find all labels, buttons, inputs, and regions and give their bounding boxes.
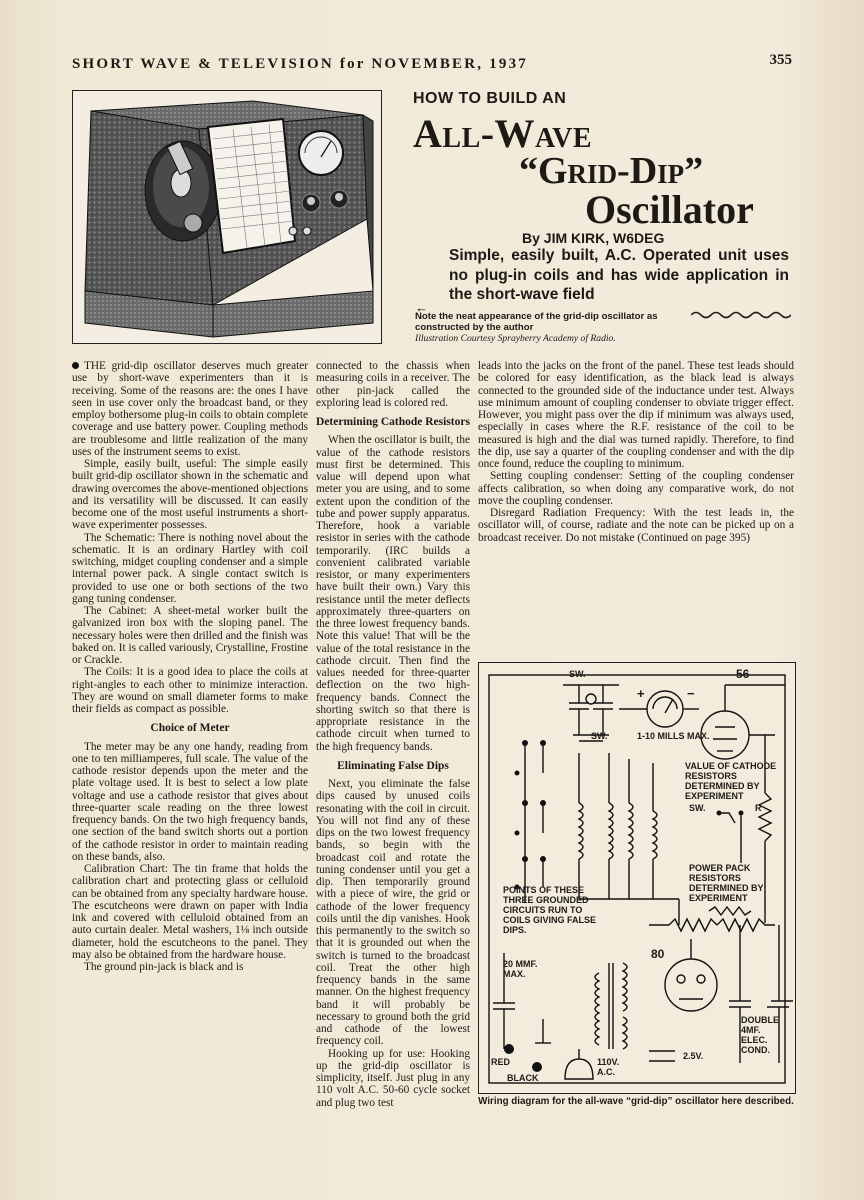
label-meter: 1-10 MILLS MAX. [637, 731, 710, 741]
title-line-3: Oscillator [585, 187, 754, 232]
column-3 [478, 360, 794, 544]
paragraph: The meter may be any one handy, reading from one to ten milliamperes, full scale. The value of the cathode resistor depends upon the meter and the plate voltage used. It is best to select a low plate voltage and use a cathode resistor that gives about three-quarter scale reading on the three lowest frequency bands. On the two high frequency bands, one section of the band switch shorts out a portion of the cathode resistor in order to maintain reading on these bands, also. [72, 740, 308, 863]
paragraph: Disregard Radiation Frequency: With the test leads in, the oscillator will, of course, radiate and the note can be picked up on a broadcast receiver. Do not mistake (Continued on page 395) [478, 507, 794, 544]
title-line-2: “Grid-Dip” [519, 150, 704, 192]
left-arrow-icon: ← [415, 300, 428, 315]
label-resistor-r: R [755, 803, 762, 813]
label-switch-top: SW. [569, 669, 586, 679]
column-2 [316, 360, 470, 1109]
photo-caption: Note the neat appearance of the grid-dip oscillator as constructed by the author [415, 311, 658, 333]
running-head: SHORT WAVE & TELEVISION for NOVEMBER, 1937 [72, 56, 528, 72]
paragraph: Simple, easily built, useful: The simple easily built grid-dip oscillator shown in the schematic and drawing overcomes the above-mentioned objections and its versatility will be discussed. It can easily become one of the most useful instruments a short-wave experimenter possesses. [72, 458, 308, 532]
paragraph: Next, you eliminate the false dips caused by unused coils resonating with the coil in circuit. You will not find any of these dips on the two lowest frequency bands, so begin with the broadcast coil and rotate the tuning condenser until you get a dip. Then temporarily ground with a piece of wire, the grid or cathode of the lower frequency coils until the dip vanishes. Hook this permanently to the switch so that it is grounded out when the switch is turned to the broadcast coil. Treat the other high frequency bands in the same manner. On the highest frequency band it will probably be necessary to ground both the grid and cathode of the lowest frequency coil. [316, 778, 470, 1048]
label-tube-56: 56 [736, 667, 750, 681]
oscillator-photo [72, 90, 382, 344]
oscillator-cabinet-illustration [73, 91, 381, 343]
section-heading: Eliminating False Dips [337, 759, 449, 772]
label-switch-right: SW. [689, 803, 706, 813]
paragraph: The Coils: It is a good idea to place the coils at right-angles to each other to minimize interaction. They are wound on small diameter forms to make their fields as compact as possible. [72, 666, 308, 715]
bullet-icon [72, 362, 79, 369]
photo-credit: Illustration Courtesy Sprayberry Academy of Radio. [415, 333, 616, 344]
page-number: 355 [769, 52, 792, 68]
column-1 [72, 360, 308, 973]
section-heading: Choice of Meter [150, 722, 230, 735]
label-black-lead: BLACK [507, 1073, 539, 1083]
label-grounded-circuits: POINTS OF THESE THREE GROUNDED CIRCUITS RUN TO COILS GIVING FALSE DIPS. [503, 885, 597, 935]
label-filament-voltage: 2.5V. [683, 1051, 704, 1061]
decorative-squiggle-icon [691, 310, 791, 320]
paragraph: The Cabinet: A sheet-metal worker built the galvanized iron box with the sloping panel. The necessary holes were then drilled and the finish was baked on. It is called variously, Crystalline, Frostine or Crackle. [72, 605, 308, 666]
diagram-caption: Wiring diagram for the all-wave “grid-dip” oscillator here described. [478, 1096, 794, 1107]
paragraph: When the oscillator is built, the value of the cathode resistors must first be determined. This value will depend upon what meter you are using, and to some extent upon the condition of the tube and power supply apparatus. Therefore, hook a variable resistor in series with the cathode temporarily. (IRC builds a convenient calibrated variable resistor, or many experimenters have built their own.) Vary this resistance until the meter deflects approximately three-quarters on the three lowest frequency bands. Note this value! That will be the value of the total resistance in the cathode circuit. Then find the values needed for three-quarter deflection on the two high-frequency bands. Connect the shorting switch so that there is appropriate resistance in the cathode circuit when turned to the high frequency bands. [316, 434, 470, 753]
paragraph: connected to the chassis when measuring coils in a receiver. The other pin-jack called the exploring lead is colored red. [316, 360, 470, 409]
deck-subtitle: Simple, easily built, A.C. Operated unit uses no plug-in coils and has wide application in the short-wave field [449, 247, 789, 303]
paragraph: Calibration Chart: The tin frame that holds the calibration chart and protecting glass or celluloid can be obtained from any specialty hardware house. The escutcheons were drawn on paper with India ink and covered with celluloid obtained from an auto curtain dealer. Metal washers, 1⅛ inch outside diameter, hold the escutcheons to the panel. They may also be obtained from the hardware house. [72, 863, 308, 961]
paragraph: Hooking up for use: Hooking up the grid-dip oscillator is simplicity, itself. Just plug in any 110 volt A.C. 50-60 cycle socket and plug two test [316, 1047, 470, 1109]
wiring-diagram [478, 662, 796, 1094]
title-line-1: All-Wave [413, 111, 593, 156]
label-mmf: 20 MMF. MAX. [503, 959, 538, 979]
label-switch-mid: SW. [591, 731, 608, 741]
label-110v-ac: 110V. A.C. [597, 1057, 620, 1077]
label-double-cond: DOUBLE 4MF. ELEC. COND. [741, 1015, 779, 1055]
paragraph: The Schematic: There is nothing novel about the schematic. It is an ordinary Hartley with coil switching, midget coupling condenser and a simple internal power pack. A single contact switch is provided to use one or both sections of the two gang tuning condenser. [72, 531, 308, 605]
label-power-pack: POWER PACK RESISTORS DETERMINED BY EXPERIMENT [689, 863, 764, 903]
label-plus: + [637, 686, 645, 701]
label-red-lead: RED [491, 1057, 511, 1067]
paragraph: Setting coupling condenser: Setting of the coupling condenser affects calibration, so when doing any comparative work, do not move the coupling condenser. [478, 470, 794, 507]
paragraph: The ground pin-jack is black and is [84, 961, 244, 973]
label-minus: − [687, 686, 695, 701]
paragraph-text: THE grid-dip oscillator deserves much greater use by short-wave experimenters than it is receiving. Some of the reasons are: the ones I have seen in use cover only the broadcast band, or they employ bothersome plug-in coils to obtain complete coverage and use battery power. Coupling methods are troublesome and little realization of the many uses of the instrument seems to exist. [72, 360, 308, 458]
label-tube-80: 80 [651, 947, 665, 961]
title-kicker: HOW TO BUILD AN [413, 90, 567, 107]
byline: By JIM KIRK, W6DEG [522, 230, 665, 246]
paragraph: leads into the jacks on the front of the panel. These test leads should be colored for easy identification, as the black lead is always connected to the grounded side of the inductance under test. Always use minimum amount of coupling condenser to obviate trigger effect. However, you might pass over the dip if minimum was always used, especially in cases where the R.F. resistance of the coil to be measured is high and the dial was turned rapidly. Therefore, to find the dip, use say a quarter of the coupling condenser and with the dip once found, reduce the coupling to minimum. [478, 360, 794, 470]
paragraph [72, 360, 308, 458]
label-cathode-resistors: VALUE OF CATHODE RESISTORS DETERMINED BY EXPERIMENT [685, 761, 777, 801]
section-heading: Determining Cathode Resistors [316, 416, 470, 428]
